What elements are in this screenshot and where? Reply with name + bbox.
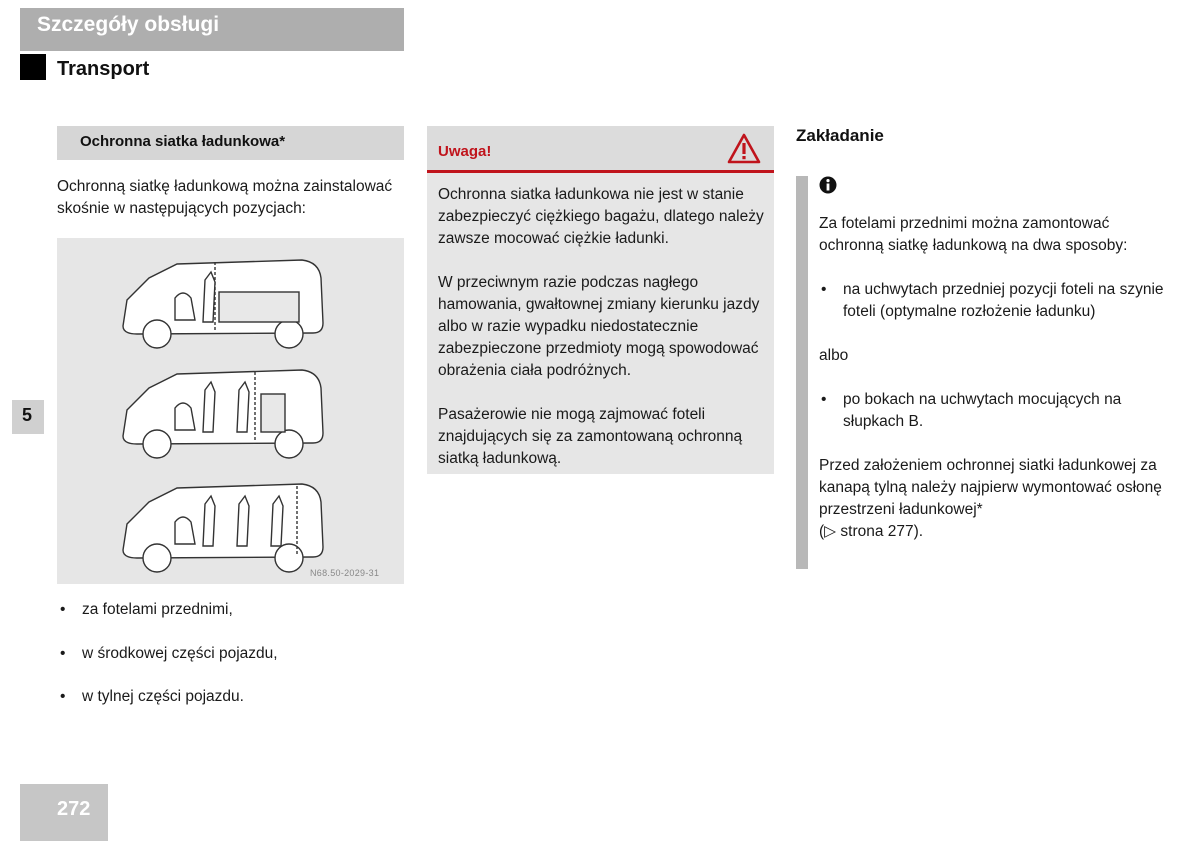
section-marker [20,54,46,80]
warning-title: Uwaga! [438,143,492,160]
list-item [60,686,400,708]
figure-reference: N68.50-2029-31 [310,568,380,578]
warning-text [438,184,766,492]
page-number: 272 [57,798,91,820]
bullet-dot: • [821,391,827,408]
list-item-text: w środkowej części pojazdu, [82,645,278,662]
warning-triangle-icon [727,133,761,170]
list-item-text: na uchwytach przedniej pozycji foteli na szynie foteli (optymalne rozłożenie ładunku) [843,281,1164,320]
warning-divider [427,170,774,173]
info-intro: Za fotelami przednimi można zamontować ochronną siatkę ładunkową na dwa sposoby: [819,215,1128,254]
vehicle-figure [57,238,404,584]
page-reference[interactable]: (▷ strona 277). [819,523,924,540]
bullet-dot: • [60,645,66,662]
bullet-dot: • [821,281,827,298]
warning-paragraph: Ochronna siatka ładunkowa nie jest w stanie zabezpieczyć ciężkiego bagażu, dlatego należy zawsze mocować ciężkie ładunki. [438,186,764,247]
bullet-dot: • [60,601,66,618]
list-item [819,279,1164,323]
intro-text: Ochronną siatkę ładunkową można zainstalować skośnie w następujących pozycjach: [57,178,393,217]
van-diagram [57,238,404,584]
right-heading: Zakładanie [796,126,884,145]
bullet-dot: • [60,688,66,705]
or-text: albo [819,347,849,364]
list-item [60,643,400,665]
chapter-title: Szczegóły obsługi [37,13,220,36]
subheading: Ochronna siatka ładunkowa* [80,133,286,150]
final-text: Przed założeniem ochronnej siatki ładunkowej za kanapą tylną należy najpierw wymontować osłonę przestrzeni ładunkowej* [819,457,1162,518]
list-item [819,389,1164,433]
warning-paragraph: W przeciwnym razie podczas nagłego hamowania, gwałtownej zmiany kierunku jazdy albo w razie wypadku niedostatecznie zabezpieczone przedmioty mogą spowodować obrażenia ciała podróżnych. [438,274,760,379]
info-sidebar-rule [796,176,808,569]
info-text [819,213,1164,565]
chapter-number: 5 [22,405,33,425]
warning-paragraph: Pasażerowie nie mogą zajmować foteli znajdujących się za zamontowaną ochronną siatką ładunkową. [438,406,743,467]
info-icon [819,176,837,199]
section-title: Transport [57,58,150,80]
info-final [819,455,1164,543]
list-item [60,599,400,621]
list-item-text: w tylnej części pojazdu. [82,688,244,705]
list-item-text: po bokach na uchwytach mocujących na słupkach B. [843,391,1122,430]
list-item-text: za fotelami przednimi, [82,601,233,618]
